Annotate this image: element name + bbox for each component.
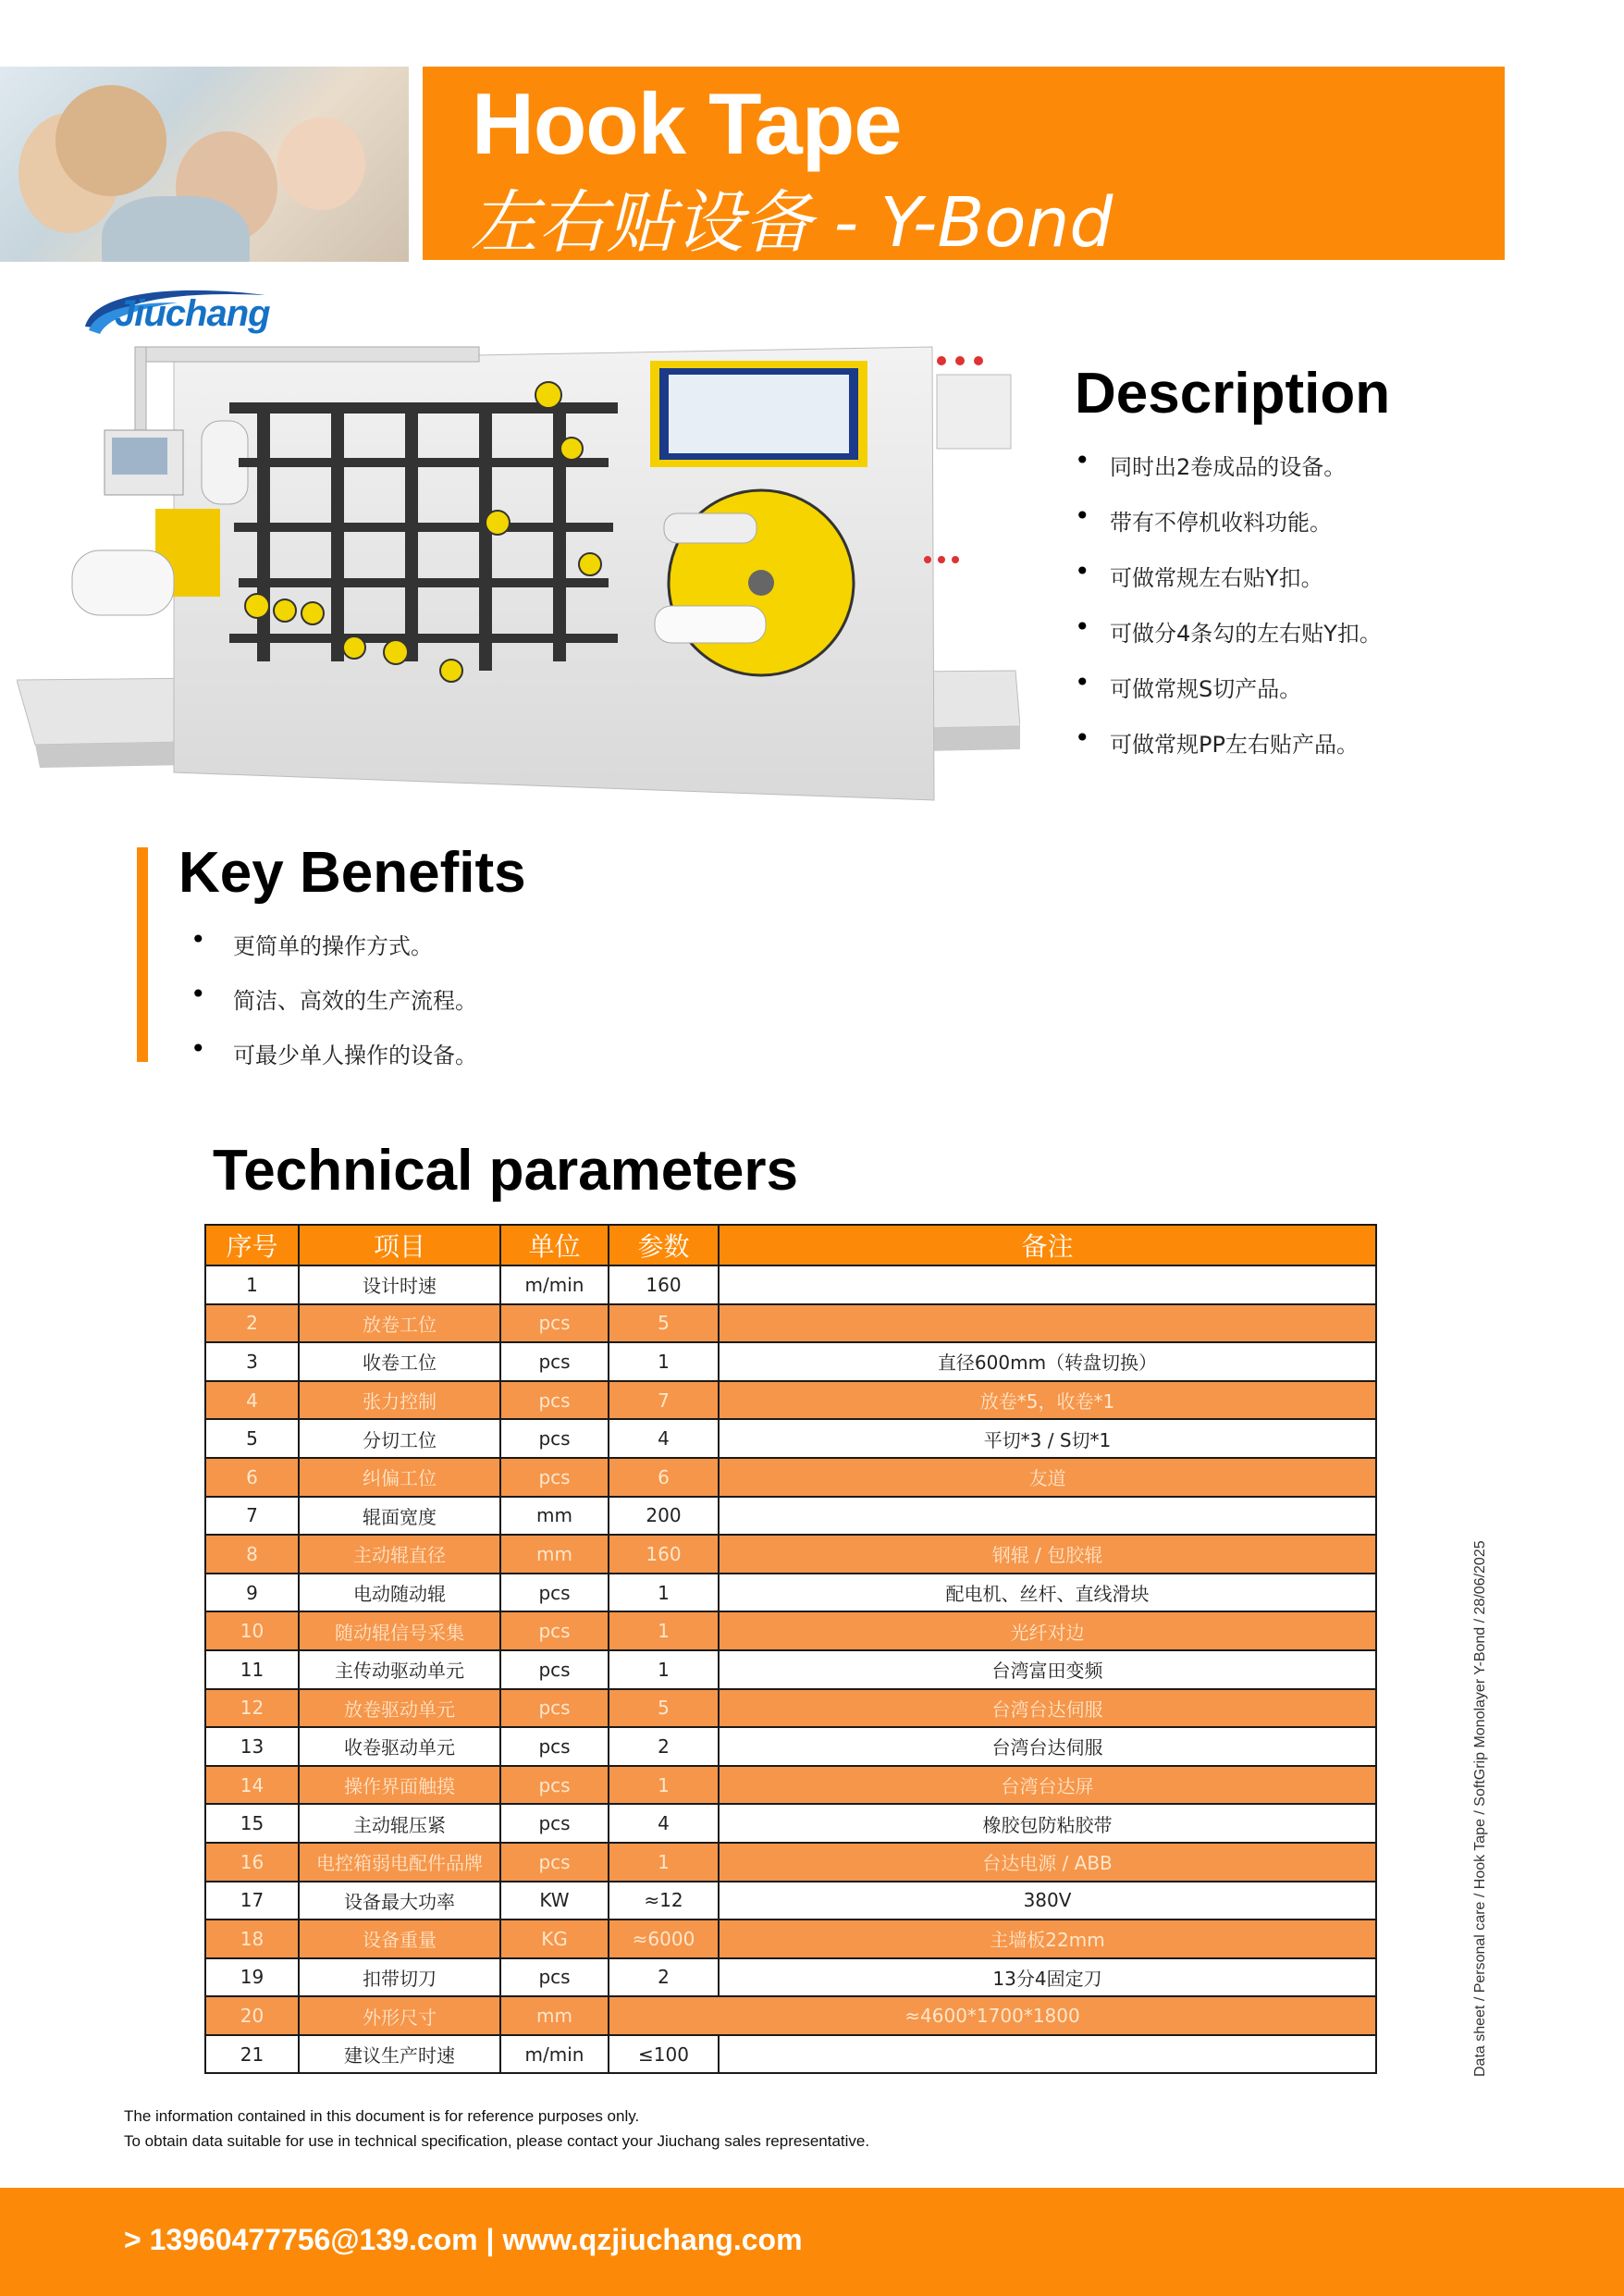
list-item: • 可做常规PP左右贴产品。 — [1075, 726, 1382, 782]
list-item: • 带有不停机收料功能。 — [1075, 504, 1382, 560]
cell-unit: pcs — [500, 1419, 609, 1458]
logo-text: Jiuchang — [115, 293, 270, 334]
cell-unit: pcs — [500, 1958, 609, 1997]
cell-item: 操作界面触摸 — [299, 1766, 500, 1805]
table-row — [205, 1727, 1376, 1766]
technical-parameters-title: Technical parameters — [213, 1139, 798, 1203]
cell-unit: pcs — [500, 1766, 609, 1805]
cell-remark: 台达电源 / ABB — [719, 1843, 1376, 1882]
cell-item: 电控箱弱电配件品牌 — [299, 1843, 500, 1882]
cell-remark — [719, 1497, 1376, 1536]
cell-item: 纠偏工位 — [299, 1458, 500, 1497]
cell-value: 1 — [609, 1611, 719, 1650]
table-row — [205, 1419, 1376, 1458]
cell-value: ≈6000 — [609, 1920, 719, 1958]
cell-index: 5 — [205, 1419, 299, 1458]
table-row — [205, 1265, 1376, 1304]
cell-item: 设计时速 — [299, 1265, 500, 1304]
description-title: Description — [1075, 362, 1391, 426]
cell-remark: 光纤对边 — [719, 1611, 1376, 1650]
cell-remark: 台湾富田变频 — [719, 1650, 1376, 1689]
table-row — [205, 1574, 1376, 1612]
cell-unit: mm — [500, 1497, 609, 1536]
cell-value: ≈12 — [609, 1882, 719, 1920]
cell-item: 设备重量 — [299, 1920, 500, 1958]
cell-value: 6 — [609, 1458, 719, 1497]
cell-remark: 主墙板22mm — [719, 1920, 1376, 1958]
footer-contact: > 13960477756@139.com | www.qzjiuchang.com — [124, 2223, 803, 2256]
table-row — [205, 1342, 1376, 1381]
list-item: • 同时出2卷成品的设备。 — [1075, 449, 1382, 504]
cell-remark: 钢辊 / 包胶辊 — [719, 1535, 1376, 1574]
cell-remark: 橡胶包防粘胶带 — [719, 1804, 1376, 1843]
cell-value: 2 — [609, 1727, 719, 1766]
key-benefits-title: Key Benefits — [178, 841, 526, 905]
cell-item: 电动随动辊 — [299, 1574, 500, 1612]
cell-item: 随动辊信号采集 — [299, 1611, 500, 1650]
cell-item: 建议生产时速 — [299, 2035, 500, 2074]
cell-unit: pcs — [500, 1611, 609, 1650]
cell-remark: 台湾台达伺服 — [719, 1689, 1376, 1728]
cell-item: 收卷工位 — [299, 1342, 500, 1381]
cell-item: 外形尺寸 — [299, 1996, 500, 2035]
cell-value: 4 — [609, 1804, 719, 1843]
description-list — [1075, 449, 1382, 782]
cell-index: 11 — [205, 1650, 299, 1689]
cell-value: 1 — [609, 1650, 719, 1689]
hero-family-photo — [0, 67, 409, 262]
table-row — [205, 1611, 1376, 1650]
cell-unit: m/min — [500, 1265, 609, 1304]
table-row — [205, 1650, 1376, 1689]
cell-unit: mm — [500, 1535, 609, 1574]
cell-unit: KG — [500, 1920, 609, 1958]
cell-index: 7 — [205, 1497, 299, 1536]
table-row — [205, 1497, 1376, 1536]
cell-item: 分切工位 — [299, 1419, 500, 1458]
table-row — [205, 1882, 1376, 1920]
table-row — [205, 1766, 1376, 1805]
cell-index: 17 — [205, 1882, 299, 1920]
cell-unit: pcs — [500, 1304, 609, 1343]
cell-item: 扣带切刀 — [299, 1958, 500, 1997]
cell-index: 16 — [205, 1843, 299, 1882]
cell-item: 辊面宽度 — [299, 1497, 500, 1536]
cell-unit: pcs — [500, 1650, 609, 1689]
header-cell-item: 项目 — [299, 1225, 500, 1265]
cell-index: 2 — [205, 1304, 299, 1343]
cell-value: 4 — [609, 1419, 719, 1458]
cell-index: 18 — [205, 1920, 299, 1958]
cell-index: 4 — [205, 1381, 299, 1420]
table-row — [205, 1535, 1376, 1574]
list-item: • 可做常规S切产品。 — [1075, 671, 1382, 726]
cell-value: ≤100 — [609, 2035, 719, 2074]
cell-remark: 平切*3 / S切*1 — [719, 1419, 1376, 1458]
cell-item: 张力控制 — [299, 1381, 500, 1420]
cell-index: 21 — [205, 2035, 299, 2074]
cell-unit: pcs — [500, 1342, 609, 1381]
cell-value: ≈4600*1700*1800 — [609, 1996, 1376, 2035]
cell-unit: mm — [500, 1996, 609, 2035]
cell-index: 13 — [205, 1727, 299, 1766]
table-row — [205, 1458, 1376, 1497]
cell-remark — [719, 1304, 1376, 1343]
header-cell-remark: 备注 — [719, 1225, 1376, 1265]
cell-item: 放卷驱动单元 — [299, 1689, 500, 1728]
cell-index: 8 — [205, 1535, 299, 1574]
cell-index: 15 — [205, 1804, 299, 1843]
key-benefits-list — [191, 928, 477, 1092]
cell-value: 200 — [609, 1497, 719, 1536]
table-row — [205, 1843, 1376, 1882]
cell-remark: 13分4固定刀 — [719, 1958, 1376, 1997]
cell-unit: pcs — [500, 1458, 609, 1497]
cell-remark: 放卷*5，收卷*1 — [719, 1381, 1376, 1420]
key-benefits-accent-bar — [137, 847, 148, 1062]
cell-unit: m/min — [500, 2035, 609, 2074]
page-title: Hook Tape — [472, 75, 902, 172]
cell-unit: pcs — [500, 1804, 609, 1843]
cell-index: 6 — [205, 1458, 299, 1497]
cell-index: 19 — [205, 1958, 299, 1997]
cell-value: 160 — [609, 1535, 719, 1574]
disclaimer — [124, 2104, 869, 2154]
header-cell-index: 序号 — [205, 1225, 299, 1265]
cell-value: 1 — [609, 1843, 719, 1882]
list-item: • 更简单的操作方式。 — [191, 928, 477, 982]
machine-image — [17, 338, 1020, 823]
cell-item: 主动辊直径 — [299, 1535, 500, 1574]
cell-item: 放卷工位 — [299, 1304, 500, 1343]
table-row — [205, 1381, 1376, 1420]
cell-remark — [719, 2035, 1376, 2074]
cell-item: 主传动驱动单元 — [299, 1650, 500, 1689]
cell-value: 2 — [609, 1958, 719, 1997]
cell-index: 9 — [205, 1574, 299, 1612]
table-header-row — [205, 1225, 1376, 1265]
list-item: • 简洁、高效的生产流程。 — [191, 982, 477, 1037]
cell-item: 设备最大功率 — [299, 1882, 500, 1920]
cell-remark: 380V — [719, 1882, 1376, 1920]
cell-value: 5 — [609, 1689, 719, 1728]
cell-index: 1 — [205, 1265, 299, 1304]
parameters-table — [204, 1224, 1377, 2074]
cell-value: 1 — [609, 1766, 719, 1805]
cell-value: 1 — [609, 1342, 719, 1381]
cell-remark — [719, 1265, 1376, 1304]
header-cell-unit: 单位 — [500, 1225, 609, 1265]
table-row — [205, 1804, 1376, 1843]
cell-remark: 台湾台达伺服 — [719, 1727, 1376, 1766]
cell-unit: pcs — [500, 1689, 609, 1728]
list-item: • 可最少单人操作的设备。 — [191, 1037, 477, 1092]
cell-index: 3 — [205, 1342, 299, 1381]
cell-unit: pcs — [500, 1727, 609, 1766]
cell-remark: 直径600mm（转盘切换） — [719, 1342, 1376, 1381]
cell-index: 14 — [205, 1766, 299, 1805]
cell-unit: pcs — [500, 1574, 609, 1612]
cell-unit: pcs — [500, 1381, 609, 1420]
page-subtitle: 左右贴设备 - Y-Bond — [470, 183, 1113, 263]
disclaimer-line: The information contained in this document is for reference purposes only. — [124, 2107, 640, 2125]
table-row — [205, 1996, 1376, 2035]
disclaimer-line: To obtain data suitable for use in technical specification, please contact your Jiuchang sales representative. — [124, 2132, 870, 2150]
cell-item: 收卷驱动单元 — [299, 1727, 500, 1766]
cell-index: 12 — [205, 1689, 299, 1728]
cell-remark: 友道 — [719, 1458, 1376, 1497]
cell-value: 1 — [609, 1574, 719, 1612]
table-row — [205, 2035, 1376, 2074]
cell-value: 160 — [609, 1265, 719, 1304]
table-row — [205, 1920, 1376, 1958]
list-item: • 可做常规左右贴Y扣。 — [1075, 560, 1382, 615]
cell-value: 7 — [609, 1381, 719, 1420]
list-item: • 可做分4条勾的左右贴Y扣。 — [1075, 615, 1382, 671]
cell-unit: pcs — [500, 1843, 609, 1882]
side-document-note: Data sheet / Personal care / Hook Tape / SoftGrip Monolayer Y-Bond / 28/06/2025 — [1472, 1540, 1488, 2077]
header-cell-value: 参数 — [609, 1225, 719, 1265]
cell-item: 主动辊压紧 — [299, 1804, 500, 1843]
cell-unit: KW — [500, 1882, 609, 1920]
table-row — [205, 1304, 1376, 1343]
table-row — [205, 1958, 1376, 1997]
cell-index: 20 — [205, 1996, 299, 2035]
cell-value: 5 — [609, 1304, 719, 1343]
cell-remark: 台湾台达屏 — [719, 1766, 1376, 1805]
table-row — [205, 1689, 1376, 1728]
cell-remark: 配电机、丝杆、直线滑块 — [719, 1574, 1376, 1612]
cell-index: 10 — [205, 1611, 299, 1650]
